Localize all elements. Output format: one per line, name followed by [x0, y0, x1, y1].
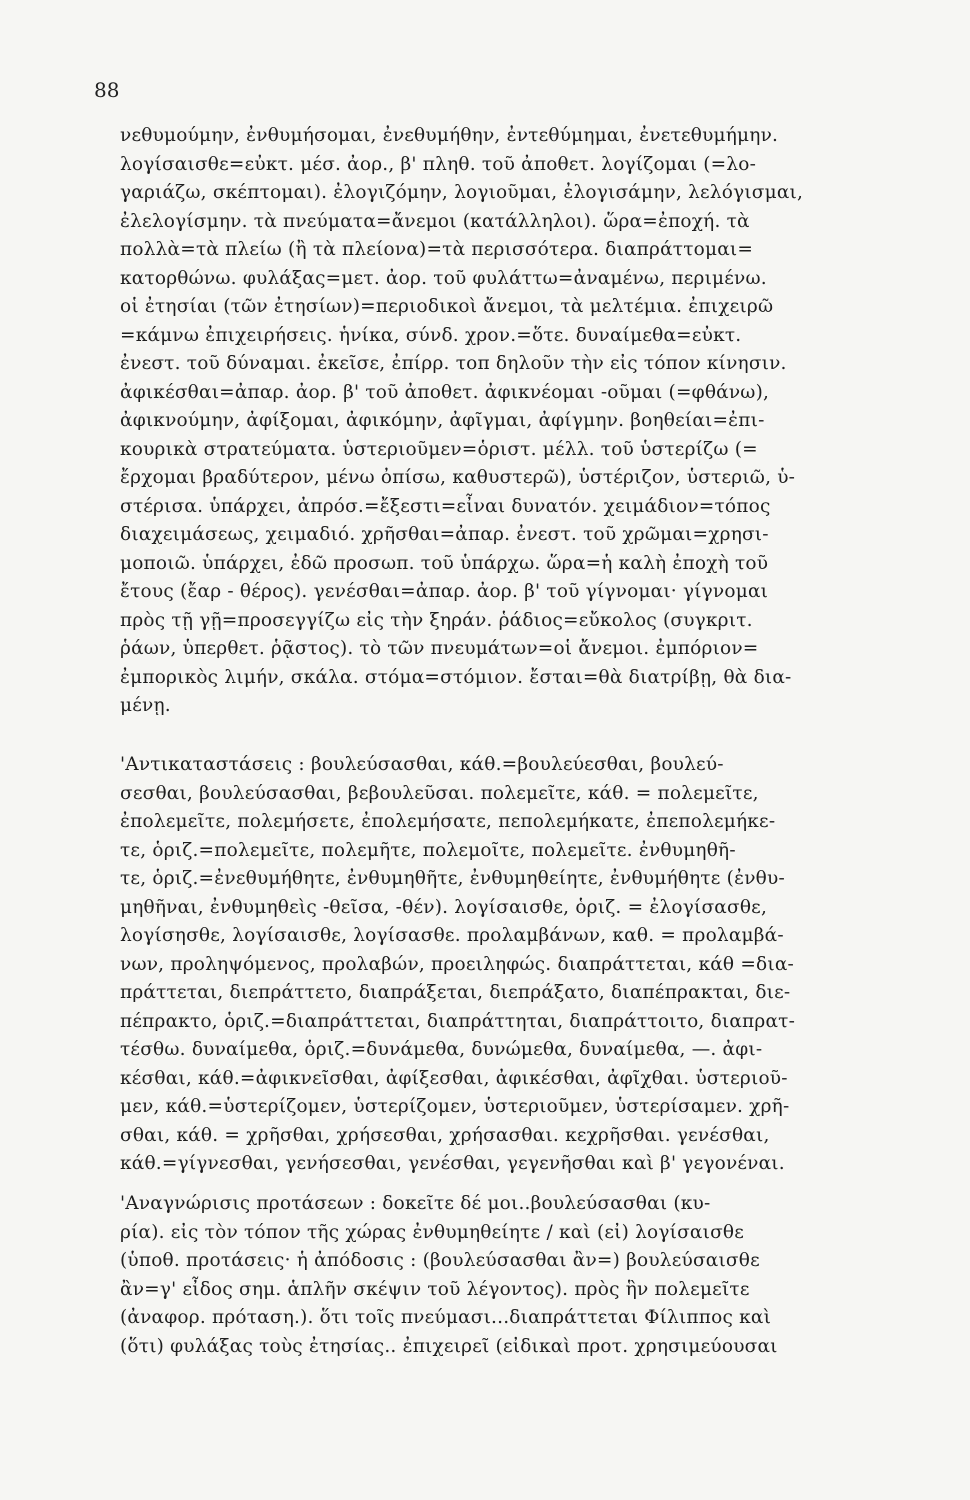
- text-line: (ὅτι) φυλάξας τοὺς ἐτησίας.. ἐπιχειρεῖ (εἰδικαὶ προτ. χρησιμεύουσαι: [120, 1335, 778, 1357]
- text-line: (ἀναφορ. πρόταση.). ὅτι τοῖς πνεύμασι...διαπράττεται Φίλιππος καὶ: [120, 1307, 772, 1328]
- text-line: σεσθαι, βουλεύσασθαι, βεβουλεῦσαι. πολεμεῖτε, κάθ. = πολεμεῖτε,: [120, 782, 759, 804]
- text-line: μοποιῶ. ὑπάρχει, ἐδῶ προσωπ. τοῦ ὑπάρχω. ὥρα=ἡ καλὴ ἐποχὴ τοῦ: [120, 552, 769, 574]
- text-line: (ὑποθ. προτάσεις· ἡ ἀπόδοσις : (βουλεύσασθαι ἂν=) βουλεύσαισθε: [120, 1250, 760, 1271]
- text-line: τε, ὁριζ.=ἐνεθυμήθητε, ἐνθυμηθῆτε, ἐνθυμηθείητε, ἐνθυμήθητε (ἐνθυ-: [120, 868, 785, 889]
- text-line: κέσθαι, κάθ.=ἀφικνεῖσθαι, ἀφίξεσθαι, ἀφικέσθαι, ἀφῖχθαι. ὑστεριοῦ-: [120, 1067, 788, 1089]
- text-line: ρία). εἰς τὸν τόπον τῆς χώρας ἐνθυμηθείητε / καὶ (εἰ) λογίσαισθε: [120, 1221, 745, 1243]
- text-line: πρὸς τῇ γῇ=προσεγγίζω εἰς τὴν ξηράν. ῥάδιος=εὔκολος (συγκριτ.: [120, 609, 753, 631]
- text-line: μεν, κάθ.=ὑστερίζομεν, ὑστερίζομεν, ὑστεριοῦμεν, ὑστερίσαμεν. χρῆ-: [120, 1096, 790, 1117]
- text-line: ἔτους (ἔαρ - θέρος). γενέσθαι=ἀπαρ. ἀορ. β' τοῦ γίγνομαι· γίγνομαι: [120, 581, 769, 602]
- page-number: 88: [94, 78, 120, 102]
- text-line: πολλὰ=τὰ πλείω (ἢ τὰ πλείονα)=τὰ περισσότερα. διαπράττομαι=: [120, 239, 754, 260]
- glossary-paragraph: [120, 122, 940, 721]
- text-line: νων, προληψόμενος, προλαβών, προειληφώς. διαπράττεται, κάθ =δια-: [120, 953, 794, 975]
- text-line: λογίσησθε, λογίσαισθε, λογίσασθε. προλαμβάνων, καθ. = προλαμβά-: [120, 925, 784, 946]
- text-line: ἂν=γ' εἶδος σημ. ἁπλῆν σκέψιν τοῦ λέγοντος). πρὸς ἣν πολεμεῖτε: [120, 1278, 750, 1300]
- text-line: πράττεται, διεπράττετο, διαπράξεται, διεπράξατο, διαπέπρακται, διε-: [120, 982, 791, 1003]
- text-line: ἀφικέσθαι=ἀπαρ. ἀορ. β' τοῦ ἀποθετ. ἀφικνέομαι -οῦμαι (=φθάνω),: [120, 381, 770, 403]
- text-line: ἀφικνούμην, ἀφίξομαι, ἀφικόμην, ἀφῖγμαι, ἀφίγμην. βοηθείαι=ἐπι-: [120, 410, 765, 431]
- text-line: ἐλελογίσμην. τὰ πνεύματα=ἄνεμοι (κατάλληλοι). ὥρα=ἐποχή. τὰ: [120, 210, 750, 232]
- text-line: πέπρακτο, ὁριζ.=διαπράττεται, διαπράττηται, διαπράττοιτο, διαπρατ-: [120, 1010, 796, 1032]
- text-line: ἐμπορικὸς λιμήν, σκάλα. στόμα=στόμιον. ἔσται=θὰ διατρίβῃ, θὰ δια-: [120, 666, 792, 688]
- text-line: ῥάων, ὑπερθετ. ῥᾷστος). τὸ τῶν πνευμάτων=οἱ ἄνεμοι. ἐμπόριον=: [120, 638, 759, 659]
- text-line: ἐνεστ. τοῦ δύναμαι. ἐκεῖσε, ἐπίρρ. τοπ δηλοῦν τὴν εἰς τόπον κίνησιν.: [120, 353, 787, 374]
- text-line: λογίσαισθε=εὐκτ. μέσ. ἀορ., β' πληθ. τοῦ ἀποθετ. λογίζομαι (=λο-: [120, 153, 757, 175]
- text-line: κάθ.=γίγνεσθαι, γενήσεσθαι, γενέσθαι, γεγενῆσθαι καὶ β' γεγονέναι.: [120, 1153, 785, 1174]
- text-line: νεθυμούμην, ἐνθυμήσομαι, ἐνεθυμήθην, ἐντεθύμημαι, ἐνετεθυμήμην.: [120, 125, 779, 146]
- text-line: γαριάζω, σκέπτομαι). ἐλογιζόμην, λογιοῦμαι, ἐλογισάμην, λελόγισμαι,: [120, 182, 804, 203]
- text-line: σθαι, κάθ. = χρῆσθαι, χρήσεσθαι, χρήσασθαι. κεχρῆσθαι. γενέσθαι,: [120, 1124, 770, 1146]
- text-line: μένῃ.: [120, 695, 171, 716]
- text-line: τε, ὁριζ.=πολεμεῖτε, πολεμῆτε, πολεμοῖτε, πολεμεῖτε. ἐνθυμηθῆ-: [120, 839, 736, 861]
- text-line: τέσθω. δυναίμεθα, ὁριζ.=δυνάμεθα, δυνώμεθα, δυναίμεθα, —. ἀφι-: [120, 1039, 763, 1060]
- text-line: διαχειμάσεως, χειμαδιό. χρῆσθαι=ἀπαρ. ἐνεστ. τοῦ χρῶμαι=χρησι-: [120, 524, 769, 545]
- substitutions-paragraph: [120, 751, 940, 1179]
- text-line: κατορθώνω. φυλάξας=μετ. ἀορ. τοῦ φυλάττω=ἀναμένω, περιμένω.: [120, 267, 767, 289]
- text-line: μηθῆναι, ἐνθυμηθεὶς -θεῖσα, -θέν). λογίσαισθε, ὁριζ. = ἐλογίσασθε,: [120, 896, 768, 918]
- text-line: οἱ ἐτησίαι (τῶν ἐτησίων)=περιοδικοὶ ἄνεμοι, τὰ μελτέμια. ἐπιχειρῶ: [120, 296, 774, 317]
- text-line: ἔρχομαι βραδύτερον, μένω ὀπίσω, καθυστερῶ), ὑστέριζον, ὑστεριῶ, ὑ-: [120, 467, 796, 488]
- text-line: 'Αντικαταστάσεις : βουλεύσασθαι, κάθ.=βουλεύεσθαι, βουλεύ-: [120, 754, 724, 775]
- text-line: ἐπολεμεῖτε, πολεμήσετε, ἐπολεμήσατε, πεπολεμήκατε, ἐπεπολεμήκε-: [120, 811, 776, 832]
- text-line: κουρικὰ στρατεύματα. ὑστεριοῦμεν=ὁριστ. μέλλ. τοῦ ὑστερίζω (=: [120, 438, 758, 460]
- text-line: 'Αναγνώρισις προτάσεων : δοκεῖτε δέ μοι..βουλεύσασθαι (κυ-: [120, 1193, 711, 1214]
- text-line: =κάμνω ἐπιχειρήσεις. ἡνίκα, σύνδ. χρον.=ὅτε. δυναίμεθα=εὐκτ.: [120, 324, 742, 346]
- clause-recognition-paragraph: [120, 1190, 940, 1361]
- text-line: στέρισα. ὑπάρχει, ἀπρόσ.=ἔξεστι=εἶναι δυνατόν. χειμάδιον=τόπος: [120, 495, 771, 517]
